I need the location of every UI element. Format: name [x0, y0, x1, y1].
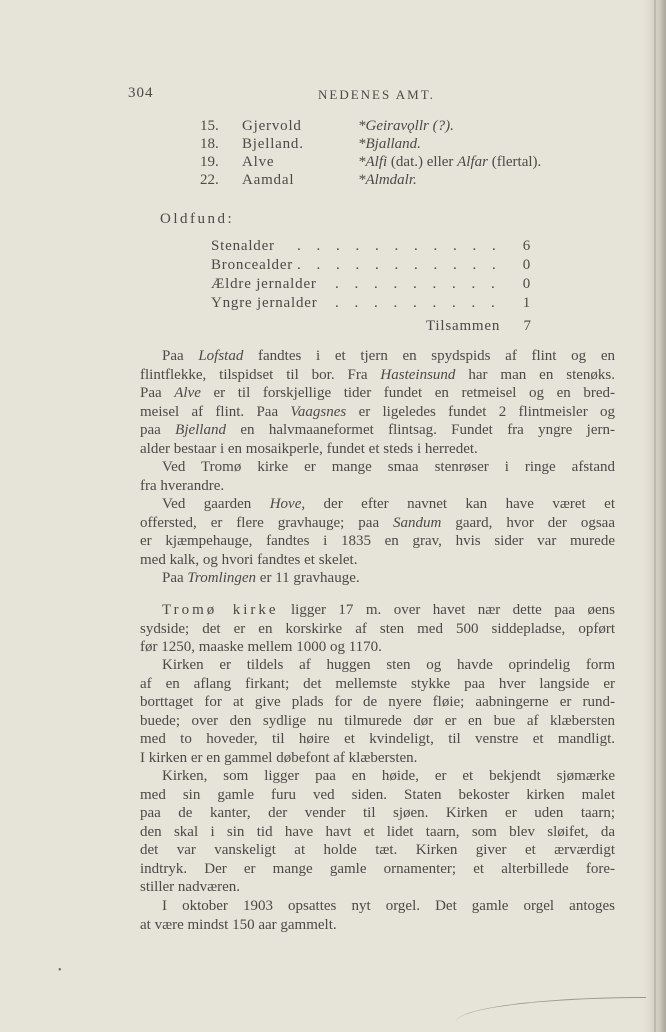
text-run: Paa [162, 348, 199, 364]
etymology-part: *Alfi [358, 154, 388, 170]
text-run: offersted, er flere gravhauge; paa [140, 514, 394, 531]
text-line: stiller nadværen. [140, 879, 240, 895]
text-run: er 11 gravhauge. [256, 570, 360, 586]
text-line: paa de kanter, der vender til sjøen. Kirken er uden taarn; [140, 805, 615, 821]
text-line: borttaget for at give plads for de nyere fløie; aabningerne er rund- [140, 694, 615, 710]
place-name: Alve [242, 154, 275, 170]
place-etymology: *Geiravǫllr (?). [358, 118, 454, 134]
text-line: buede; over den sydlige nu tilmurede dør er en bue af klæbersten [140, 712, 615, 729]
etymology-part: (flertal). [487, 154, 542, 170]
paragraph-tromo-cairns [140, 458, 615, 495]
oldfund-label: Yngre jernalder [211, 295, 322, 312]
text-line [140, 384, 615, 403]
text-run: er til forskjellige tider fundet en retmeisel og en bred- [200, 385, 615, 401]
oldfund-value: 0 [519, 276, 531, 293]
text-run: gaard, hvor der ogsaa [441, 514, 615, 531]
oldfund-row [211, 257, 531, 276]
paragraph-tromlingen [140, 569, 615, 588]
text-run: er kjæmpehauge, fandtes i 1835 en grav, hvis sider var murede [140, 533, 615, 549]
paragraph-church-landmark [140, 767, 615, 897]
place-italic: Bjelland [175, 422, 226, 438]
paragraph-hove [140, 495, 615, 569]
place-italic: Sandum [393, 514, 442, 531]
place-italic: Hasteinsund [380, 366, 456, 383]
text-line [140, 495, 615, 514]
text-line: indtryk. Der er mange gamle ornamenter; et alterbillede fore- [140, 860, 615, 877]
text-run: alder bestaar i en mosaikperle, fundet et steds i herredet. [140, 440, 478, 457]
text-run: Ved gaarden [162, 496, 270, 512]
text-line: af en aflang firkant; det mellemste stykke paa hver langside er [140, 675, 615, 692]
etymology-part: Alfar [457, 154, 488, 170]
text-run: er ligeledes fundet 2 flintmeisler og [346, 403, 615, 420]
paragraph-finds [140, 347, 615, 458]
text-line: den skal i sin tid have havt et lidet taarn, som blev sløifet, da [140, 823, 615, 840]
paragraph-church-form [140, 656, 615, 767]
oldfund-heading: Oldfund: [160, 211, 235, 227]
text-line: det var vanskeligt at holde tæt. Kirken giver et ærværdigt [140, 842, 615, 858]
oldfund-table [211, 238, 531, 314]
text-line: at være mindst 150 aar gammelt. [140, 916, 337, 933]
oldfund-value: 0 [519, 257, 531, 274]
text-line: før 1250, maaske mellem 1000 og 1170. [140, 639, 382, 655]
text-line [140, 347, 615, 366]
paragraph-organ [140, 897, 615, 934]
leader-dots: . . . . . . . . . . . [297, 257, 502, 273]
place-number: 19. [200, 154, 219, 170]
text-run: Paa [162, 570, 188, 586]
text-line [140, 366, 615, 385]
text-line [140, 532, 615, 551]
text-line [140, 440, 615, 459]
text-run: meisel af flint. Paa [140, 403, 291, 420]
leader-dots: . . . . . . . . . . . [297, 238, 502, 254]
text-line: med to hoveder, til høire et kvindeligt, til venstre et mandligt. [140, 731, 615, 747]
text-run: flintflekke, tilspidset til bor. Fra [140, 366, 381, 383]
text-line [140, 551, 615, 570]
text-line: Kirken er tildels af huggen sten og havde oprindelig form [162, 657, 615, 673]
text-run: ligger 17 m. over havet nær dette paa øens [278, 602, 615, 618]
text-line: Ved Tromø kirke er mange smaa stenrøser i ringe afstand [162, 459, 615, 475]
oldfund-row [211, 295, 531, 314]
page-edge-line [654, 0, 656, 1032]
text-line: fra hverandre. [140, 477, 225, 494]
text-line: I kirken er en gammel døbefont af klæbersten. [140, 749, 418, 766]
total-value: 7 [523, 318, 531, 334]
paragraph-church-intro [140, 601, 615, 657]
text-line: I oktober 1903 opsattes nyt orgel. Det gamle orgel antoges [162, 898, 615, 914]
text-run: fandtes i et tjern en spydspids af flint og en [243, 348, 615, 364]
place-italic: Tromlingen [187, 570, 257, 586]
text-line [140, 403, 615, 422]
oldfund-row [211, 276, 531, 295]
text-run: Paa [140, 385, 175, 401]
stray-mark: • [58, 965, 62, 976]
text-line: sydside; det er en korskirke af sten med 500 siddepladse, opført [140, 620, 615, 637]
place-name: Aamdal [242, 172, 295, 188]
place-italic: Hove, [269, 496, 306, 512]
oldfund-row [211, 238, 531, 257]
oldfund-label: Broncealder [211, 257, 297, 274]
place-name: Gjervold [242, 118, 302, 134]
text-run: en halvmaaneformet flintsag. Fundet fra yngre jern- [225, 422, 615, 438]
page-curl [456, 997, 646, 1022]
place-italic: Alve [174, 385, 201, 401]
spaced-heading: Tromø kirke [162, 602, 279, 618]
text-line [140, 514, 615, 533]
oldfund-label: Stenalder [211, 238, 279, 255]
place-italic: Vaagsnes [290, 403, 347, 420]
place-number: 15. [200, 118, 219, 134]
text-line [140, 421, 615, 440]
text-line [140, 601, 615, 620]
place-etymology: *Bjalland. [358, 136, 421, 152]
oldfund-value: 1 [519, 295, 531, 312]
text-line: med sin gamle furu ved siden. Staten bekoster kirken malet [140, 786, 615, 803]
running-title: NEDENES AMT. [318, 87, 435, 102]
text-line [140, 569, 615, 588]
leader-dots: . . . . . . . . . [335, 276, 501, 292]
etymology-part: (dat.) eller [387, 154, 458, 170]
oldfund-value: 6 [519, 238, 531, 255]
text-run: har man en stenøks. [455, 366, 615, 383]
text-line: Kirken, som ligger paa en høide, er et bekjendt sjømærke [162, 768, 615, 784]
place-number: 18. [200, 136, 219, 152]
place-etymology [358, 154, 541, 171]
oldfund-label: Ældre jernalder [211, 276, 321, 293]
page-number: 304 [128, 85, 154, 101]
place-name: Bjelland. [242, 136, 304, 152]
place-etymology: *Almdalr. [358, 172, 417, 188]
place-italic: Lofstad [198, 348, 244, 364]
text-run: paa [140, 422, 176, 438]
place-number: 22. [200, 172, 219, 188]
text-run: der efter navnet kan have været et [305, 496, 616, 512]
text-run: med kalk, og hvori fandtes et skelet. [140, 551, 358, 568]
leader-dots: . . . . . . . . . [335, 295, 501, 311]
total-label: Tilsammen [426, 318, 501, 334]
